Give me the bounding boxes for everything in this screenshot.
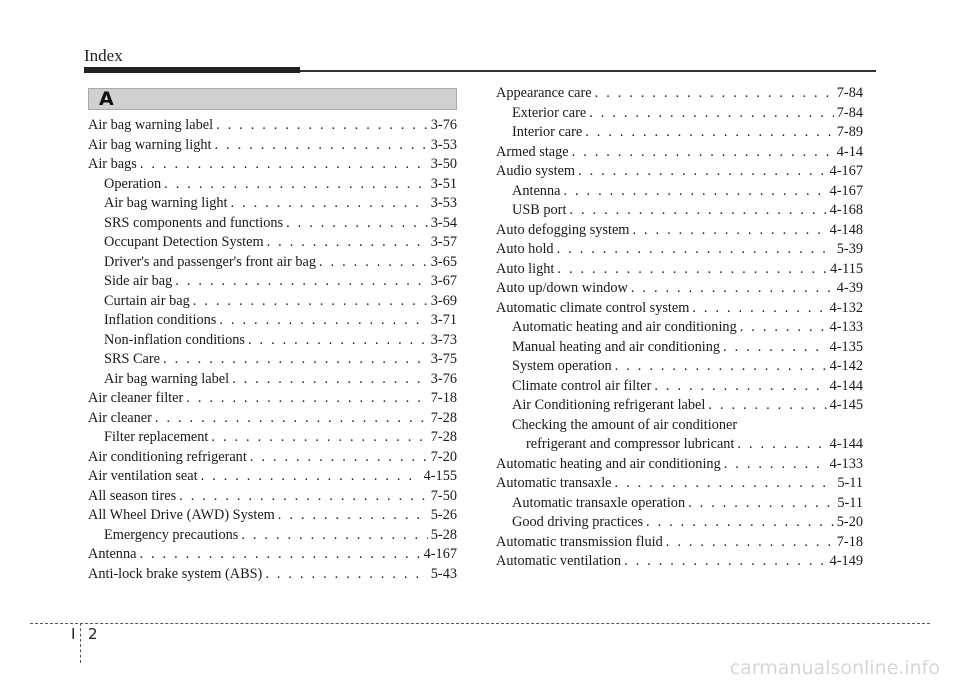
dot-leader bbox=[723, 338, 827, 358]
index-entry[interactable] bbox=[496, 84, 863, 104]
index-entry[interactable] bbox=[88, 116, 457, 136]
dot-leader bbox=[179, 487, 428, 507]
index-entry[interactable] bbox=[88, 370, 457, 390]
dot-leader bbox=[211, 428, 427, 448]
index-term: Non-inflation conditions bbox=[104, 331, 245, 348]
index-entry[interactable] bbox=[88, 506, 457, 526]
index-entry[interactable] bbox=[496, 338, 863, 358]
index-entry[interactable] bbox=[88, 331, 457, 351]
index-page-ref: 7-18 bbox=[836, 533, 863, 550]
index-entry[interactable] bbox=[88, 292, 457, 312]
index-term: Audio system bbox=[496, 163, 576, 179]
index-term: SRS Care bbox=[104, 351, 161, 367]
index-entry[interactable] bbox=[496, 260, 863, 280]
index-entry[interactable] bbox=[496, 396, 863, 416]
index-page-ref: 4-144 bbox=[829, 436, 863, 452]
dot-leader bbox=[569, 201, 826, 221]
index-term: Air bag warning light bbox=[104, 195, 228, 211]
dot-leader bbox=[737, 435, 826, 455]
index-term: Automatic ventilation bbox=[496, 553, 622, 569]
index-term: USB port bbox=[512, 202, 567, 218]
dot-leader bbox=[557, 240, 834, 260]
index-term: Air bags bbox=[88, 156, 137, 172]
index-entry[interactable] bbox=[88, 526, 457, 546]
index-entry[interactable] bbox=[496, 357, 863, 377]
index-page-ref: 5-26 bbox=[430, 507, 457, 523]
index-page-ref: 3-71 bbox=[430, 312, 457, 328]
index-page-ref: 4-142 bbox=[829, 358, 863, 374]
dot-leader bbox=[265, 565, 427, 585]
index-entry[interactable] bbox=[496, 104, 863, 124]
index-term: Automatic transmission fluid bbox=[496, 533, 663, 550]
index-page-ref: 3-69 bbox=[430, 292, 457, 309]
index-page-ref: 3-57 bbox=[430, 234, 457, 250]
index-term: Air bag warning label bbox=[88, 117, 214, 133]
index-page-ref: 3-50 bbox=[430, 156, 457, 172]
dot-leader bbox=[201, 467, 421, 487]
index-term: Air ventilation seat bbox=[88, 468, 198, 484]
index-entry[interactable] bbox=[496, 221, 863, 241]
index-entry[interactable] bbox=[88, 175, 457, 195]
index-term: SRS components and functions bbox=[104, 214, 284, 231]
dot-leader bbox=[557, 260, 827, 280]
page-num: 2 bbox=[88, 625, 98, 643]
index-page-ref: 4-155 bbox=[423, 468, 457, 484]
index-term: Air cleaner bbox=[88, 409, 152, 426]
index-term: Emergency precautions bbox=[104, 526, 239, 543]
page-section: I bbox=[71, 625, 76, 643]
index-page-ref: 4-135 bbox=[829, 338, 863, 355]
index-term: Driver's and passenger's front air bag bbox=[104, 253, 316, 270]
index-entry[interactable] bbox=[496, 201, 863, 221]
index-page-ref: 4-148 bbox=[829, 221, 863, 238]
index-term: Automatic climate control system bbox=[496, 299, 690, 316]
index-page-ref: 4-14 bbox=[836, 143, 863, 160]
index-entry[interactable] bbox=[88, 448, 457, 468]
index-term: Climate control air filter bbox=[512, 377, 652, 394]
index-page-ref: 3-67 bbox=[430, 273, 457, 289]
index-term: Good driving practices bbox=[512, 514, 644, 530]
index-term: Automatic heating and air conditioning bbox=[512, 319, 737, 335]
dot-leader bbox=[241, 526, 427, 546]
dot-leader bbox=[140, 155, 428, 175]
index-page-ref: 3-65 bbox=[430, 253, 457, 270]
index-entry[interactable] bbox=[496, 474, 863, 494]
dot-leader bbox=[139, 545, 420, 565]
index-page-ref: 5-28 bbox=[430, 526, 457, 543]
index-entry[interactable] bbox=[496, 494, 863, 514]
index-term: Air Conditioning refrigerant label bbox=[512, 397, 706, 413]
index-term: Appearance care bbox=[496, 85, 592, 101]
index-page-ref: 4-168 bbox=[829, 202, 863, 218]
index-entry[interactable] bbox=[496, 182, 863, 202]
index-term: Anti-lock brake system (ABS) bbox=[88, 565, 263, 582]
dot-leader bbox=[578, 162, 827, 182]
index-term: System operation bbox=[512, 358, 612, 374]
dot-leader bbox=[692, 299, 826, 319]
page-title: Index bbox=[84, 46, 123, 65]
index-term: Automatic transaxle bbox=[496, 475, 612, 491]
index-term: Auto light bbox=[496, 260, 555, 277]
index-entry[interactable] bbox=[496, 552, 863, 572]
index-entry[interactable] bbox=[496, 123, 863, 143]
dot-leader bbox=[724, 455, 827, 475]
index-term: Inflation conditions bbox=[104, 312, 217, 328]
dot-leader bbox=[286, 214, 428, 234]
section-header bbox=[88, 88, 457, 110]
dot-leader bbox=[155, 409, 428, 429]
index-entry[interactable] bbox=[496, 143, 863, 163]
index-term: Automatic heating and air conditioning bbox=[496, 455, 721, 472]
index-page-ref: 7-50 bbox=[430, 487, 457, 504]
dot-leader bbox=[232, 370, 428, 390]
index-term: Checking the amount of air conditioner bbox=[512, 416, 738, 433]
index-page-ref: 4-149 bbox=[829, 553, 863, 569]
index-page-ref: 7-84 bbox=[836, 104, 863, 121]
index-page-ref: 5-43 bbox=[430, 565, 457, 582]
index-term: Auto up/down window bbox=[496, 280, 628, 296]
index-page-ref: 4-144 bbox=[829, 377, 863, 394]
index-page-ref: 4-167 bbox=[829, 182, 863, 199]
index-page-ref: 4-133 bbox=[829, 319, 863, 335]
index-term: Curtain air bag bbox=[104, 292, 190, 309]
index-term: Interior care bbox=[512, 124, 583, 140]
dot-leader bbox=[319, 253, 428, 273]
index-term: refrigerant and compressor lubricant bbox=[526, 436, 735, 452]
index-term: Antenna bbox=[512, 182, 561, 199]
index-entry[interactable] bbox=[88, 467, 457, 487]
dot-leader bbox=[278, 506, 428, 526]
dot-leader bbox=[250, 448, 428, 468]
index-page-ref: 3-75 bbox=[430, 351, 457, 367]
footer-rule bbox=[30, 623, 930, 624]
dot-leader bbox=[164, 175, 428, 195]
index-entry[interactable] bbox=[88, 389, 457, 409]
index-page-ref: 3-76 bbox=[430, 117, 457, 133]
index-entry[interactable] bbox=[496, 240, 863, 260]
index-term: Auto defogging system bbox=[496, 221, 630, 238]
index-entry[interactable] bbox=[88, 565, 457, 585]
index-page-ref: 7-84 bbox=[836, 85, 863, 101]
index-term: Side air bag bbox=[104, 273, 173, 289]
index-page-ref: 7-18 bbox=[430, 390, 457, 406]
index-column-left bbox=[88, 116, 457, 584]
index-term: Auto hold bbox=[496, 241, 554, 257]
index-page-ref: 3-76 bbox=[430, 370, 457, 387]
dot-leader bbox=[563, 182, 826, 202]
index-page-ref: 4-39 bbox=[836, 280, 863, 296]
index-term: All Wheel Drive (AWD) System bbox=[88, 507, 275, 523]
dot-leader bbox=[615, 357, 827, 377]
index-term: Automatic transaxle operation bbox=[512, 494, 686, 511]
index-entry[interactable] bbox=[88, 311, 457, 331]
index-term: Armed stage bbox=[496, 143, 569, 160]
index-entry[interactable] bbox=[88, 136, 457, 156]
index-term: Air bag warning label bbox=[104, 370, 230, 387]
index-entry[interactable] bbox=[496, 318, 863, 338]
dot-leader bbox=[615, 474, 835, 494]
dot-leader bbox=[572, 143, 834, 163]
index-entry[interactable] bbox=[88, 545, 457, 565]
index-page-ref: 4-167 bbox=[829, 163, 863, 179]
index-page-ref: 7-28 bbox=[430, 429, 457, 445]
dot-leader bbox=[219, 311, 427, 331]
index-term: All season tires bbox=[88, 487, 177, 504]
dot-leader bbox=[708, 396, 826, 416]
index-term: Antenna bbox=[88, 546, 137, 562]
index-page-ref: 4-115 bbox=[830, 260, 863, 277]
index-page-ref: 5-20 bbox=[836, 514, 863, 530]
index-page-ref: 3-73 bbox=[430, 331, 457, 348]
dot-leader bbox=[248, 331, 428, 351]
index-page-ref: 4-167 bbox=[423, 546, 457, 562]
index-entry[interactable] bbox=[496, 513, 863, 533]
index-column-right bbox=[496, 84, 863, 572]
index-entry[interactable] bbox=[88, 155, 457, 175]
index-entry[interactable] bbox=[88, 487, 457, 507]
header-rule-accent bbox=[84, 67, 300, 73]
dot-leader bbox=[740, 318, 827, 338]
index-entry[interactable] bbox=[88, 350, 457, 370]
index-page-ref: 5-11 bbox=[837, 494, 863, 511]
dot-leader bbox=[193, 292, 428, 312]
index-page-ref: 7-28 bbox=[430, 409, 457, 426]
dot-leader bbox=[589, 104, 834, 124]
index-term: Exterior care bbox=[512, 104, 587, 121]
dot-leader bbox=[215, 136, 428, 156]
index-page-ref: 3-53 bbox=[430, 195, 457, 211]
index-page-ref: 3-54 bbox=[430, 214, 457, 231]
dot-leader bbox=[624, 552, 827, 572]
index-entry[interactable] bbox=[88, 253, 457, 273]
dot-leader bbox=[595, 84, 834, 104]
index-term: Filter replacement bbox=[104, 429, 209, 445]
index-term: Air conditioning refrigerant bbox=[88, 448, 247, 465]
index-page-ref: 5-39 bbox=[836, 241, 863, 257]
section-letter: A bbox=[99, 88, 114, 110]
index-page-ref: 4-133 bbox=[829, 455, 863, 472]
index-page-ref: 3-51 bbox=[430, 175, 457, 192]
index-page-ref: 4-145 bbox=[829, 397, 863, 413]
index-term: Occupant Detection System bbox=[104, 234, 264, 250]
index-entry[interactable] bbox=[88, 409, 457, 429]
index-term: Operation bbox=[104, 175, 162, 192]
index-entry[interactable] bbox=[496, 455, 863, 475]
index-entry[interactable] bbox=[88, 428, 457, 448]
index-term: Manual heating and air conditioning bbox=[512, 338, 721, 355]
dot-leader bbox=[632, 221, 826, 241]
dot-leader bbox=[688, 494, 834, 514]
index-page-ref: 5-11 bbox=[837, 475, 863, 491]
dot-leader bbox=[267, 233, 428, 253]
dot-leader bbox=[654, 377, 826, 397]
dot-leader bbox=[646, 513, 834, 533]
index-entry[interactable] bbox=[88, 214, 457, 234]
dot-leader bbox=[163, 350, 428, 370]
index-entry[interactable] bbox=[496, 299, 863, 319]
index-entry[interactable] bbox=[88, 272, 457, 292]
dot-leader bbox=[631, 279, 834, 299]
dot-leader bbox=[585, 123, 834, 143]
index-term: Air bag warning light bbox=[88, 136, 212, 153]
index-entry[interactable] bbox=[496, 162, 863, 182]
index-entry[interactable] bbox=[496, 279, 863, 299]
index-page-ref: 4-132 bbox=[829, 299, 863, 316]
index-entry[interactable] bbox=[496, 435, 863, 455]
index-entry[interactable] bbox=[88, 194, 457, 214]
index-entry[interactable] bbox=[496, 416, 863, 436]
dot-leader bbox=[186, 389, 428, 409]
index-entry[interactable] bbox=[496, 533, 863, 553]
index-entry[interactable] bbox=[496, 377, 863, 397]
index-term: Air cleaner filter bbox=[88, 390, 184, 406]
dot-leader bbox=[175, 272, 427, 292]
watermark: carmanualsonline.info bbox=[729, 657, 940, 679]
dot-leader bbox=[216, 116, 428, 136]
dot-leader bbox=[666, 533, 834, 553]
index-page-ref: 7-89 bbox=[836, 124, 863, 140]
index-page-ref: 3-53 bbox=[430, 136, 457, 153]
footer-divider bbox=[80, 623, 81, 663]
index-page-ref: 7-20 bbox=[430, 448, 457, 465]
dot-leader bbox=[231, 194, 428, 214]
index-entry[interactable] bbox=[88, 233, 457, 253]
